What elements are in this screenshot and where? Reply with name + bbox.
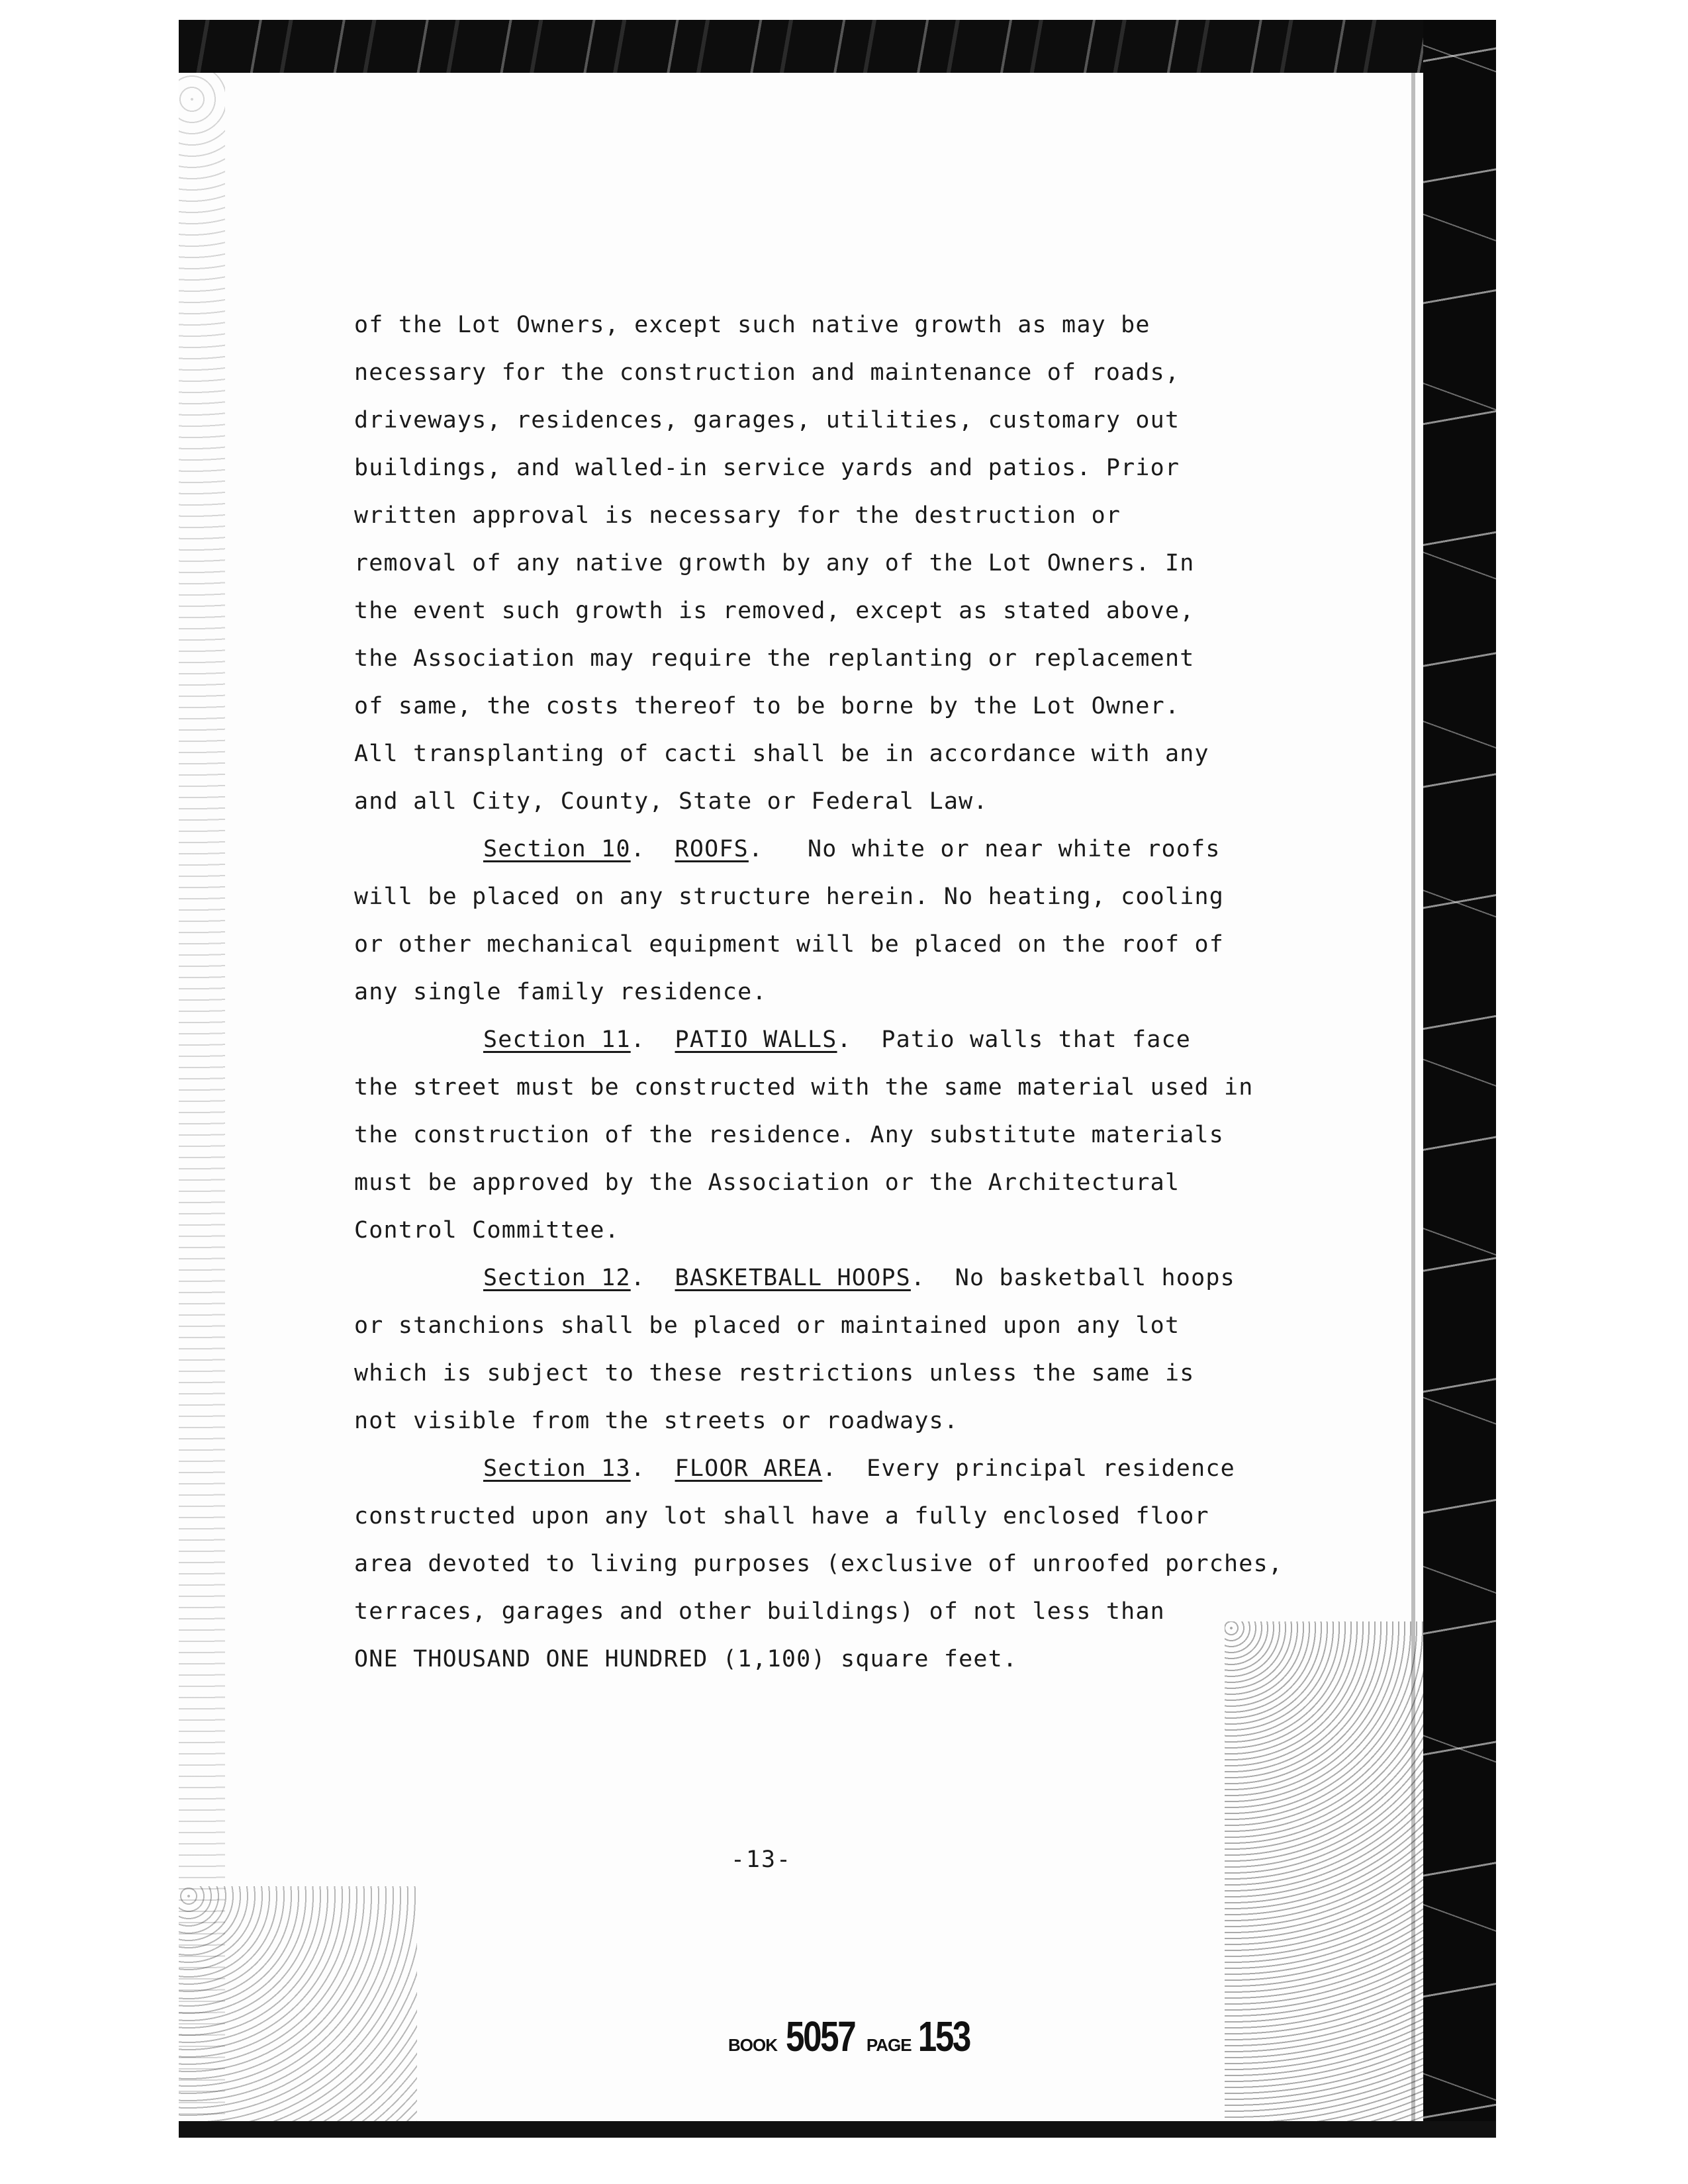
section-first-line-text: Patio walls that face: [881, 1026, 1192, 1053]
text-line: All transplanting of cacti shall be in accordance with any: [354, 741, 1209, 767]
text-line: written approval is necessary for the destruction or: [354, 502, 1121, 529]
section-first-line-text: Every principal residence: [867, 1455, 1235, 1482]
book-page-stamp: [728, 2012, 976, 2061]
section-heading-line: Section 11. PATIO WALLS. Patio walls that face: [483, 1026, 1192, 1053]
scan-bottom-left-speckle: [179, 1886, 417, 2138]
text-line: ONE THOUSAND ONE HUNDRED (1,100) square feet.: [354, 1646, 1018, 1672]
text-line: the event such growth is removed, except as stated above,: [354, 598, 1195, 624]
section-10-roofs: [354, 825, 1360, 1016]
stamp-page-number: 153: [917, 2013, 970, 2060]
section-heading: BASKETBALL HOOPS: [675, 1265, 911, 1291]
text-line: the street must be constructed with the same material used in: [354, 1074, 1254, 1101]
text-line: Control Committee.: [354, 1217, 620, 1244]
section-heading-line: Section 10. ROOFS. No white or near white roofs: [483, 836, 1221, 862]
section-heading-line: Section 12. BASKETBALL HOOPS. No basketball hoops: [483, 1265, 1235, 1291]
section-label: Section 10: [483, 836, 631, 862]
scan-bottom-right-speckle: [1225, 1621, 1423, 2138]
text-line: the construction of the residence. Any substitute materials: [354, 1122, 1225, 1148]
text-line: area devoted to living purposes (exclusive of unroofed porches,: [354, 1551, 1284, 1577]
scan-bottom-edge: [179, 2121, 1496, 2138]
text-line: and all City, County, State or Federal Law.: [354, 788, 988, 815]
text-line: or other mechanical equipment will be placed on the roof of: [354, 931, 1225, 958]
section-first-line-text: No basketball hoops: [955, 1265, 1235, 1291]
scan-left-speckle: [179, 73, 225, 2124]
text-line: driveways, residences, garages, utilities, customary out: [354, 407, 1180, 433]
text-line: constructed upon any lot shall have a fully enclosed floor: [354, 1503, 1209, 1529]
text-line: will be placed on any structure herein. No heating, cooling: [354, 884, 1225, 910]
section-heading: PATIO WALLS: [675, 1026, 837, 1053]
section-first-line-text: No white or near white roofs: [808, 836, 1221, 862]
section-11-patio-walls: [354, 1016, 1360, 1254]
text-line: of same, the costs thereof to be borne by the Lot Owner.: [354, 693, 1180, 719]
section-12-basketball-hoops: [354, 1254, 1360, 1445]
page-label: PAGE: [866, 2035, 912, 2055]
scan-top-edge: [179, 20, 1496, 73]
section-label: Section 13: [483, 1455, 631, 1482]
section-heading: ROOFS: [675, 836, 749, 862]
paragraph-native-growth: [354, 301, 1360, 825]
text-line: any single family residence.: [354, 979, 767, 1005]
section-13-floor-area: [354, 1445, 1360, 1683]
scan-right-edge: [1423, 20, 1496, 2138]
text-line: not visible from the streets or roadways.: [354, 1408, 959, 1434]
text-line: or stanchions shall be placed or maintained upon any lot: [354, 1312, 1180, 1339]
text-line: terraces, garages and other buildings) of not less than: [354, 1598, 1165, 1625]
book-number: 5057: [786, 2013, 855, 2060]
text-line: necessary for the construction and maintenance of roads,: [354, 359, 1180, 386]
text-line: the Association may require the replanting or replacement: [354, 645, 1195, 672]
book-label: BOOK: [728, 2035, 777, 2055]
text-line: which is subject to these restrictions unless the same is: [354, 1360, 1195, 1387]
section-label: Section 12: [483, 1265, 631, 1291]
text-line: buildings, and walled-in service yards and patios. Prior: [354, 455, 1180, 481]
document-body: [354, 301, 1360, 1683]
page-number: -13-: [730, 1846, 792, 1873]
text-line: removal of any native growth by any of the Lot Owners. In: [354, 550, 1195, 576]
section-label: Section 11: [483, 1026, 631, 1053]
section-heading: FLOOR AREA: [675, 1455, 823, 1482]
section-heading-line: Section 13. FLOOR AREA. Every principal residence: [483, 1455, 1235, 1482]
text-line: of the Lot Owners, except such native growth as may be: [354, 312, 1150, 338]
text-line: must be approved by the Association or the Architectural: [354, 1169, 1180, 1196]
